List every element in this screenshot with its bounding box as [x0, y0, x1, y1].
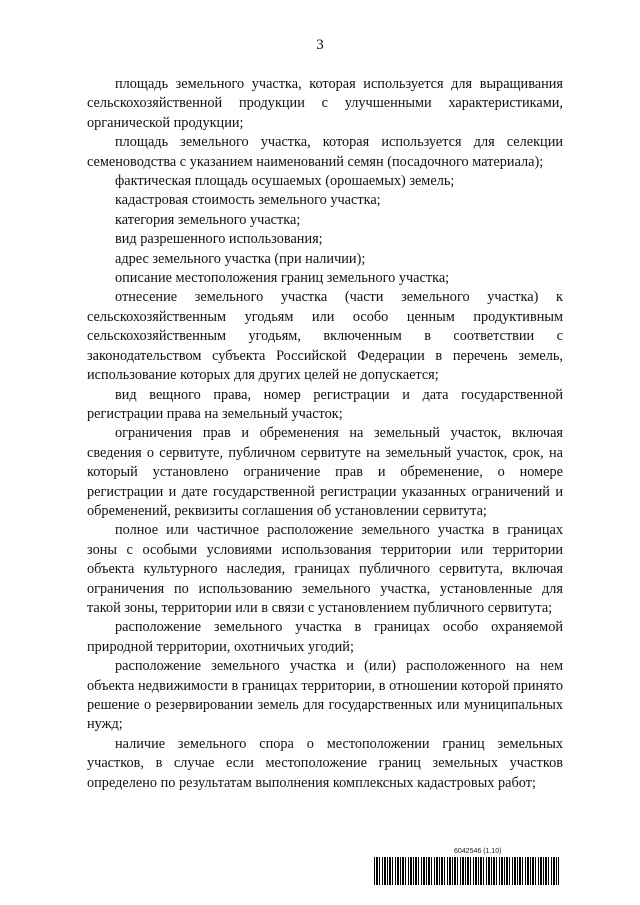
paragraph-7: адрес земельного участка (при наличии); [115, 250, 366, 267]
paragraph-6: вид разрешенного использования; [115, 231, 323, 248]
paragraph-4: кадастровая стоимость земельного участка; [115, 192, 381, 209]
paragraph-1: площадь земельного участка, которая используется для выращивания сельскохозяйственной продукции с улучшенными характеристиками, органической продукции; [87, 76, 563, 131]
paragraph-13: расположение земельного участка в границах особо охраняемой природной территории, охотничьих угодий; [87, 619, 563, 655]
paragraph-2: площадь земельного участка, которая используется для селекции семеноводства с указанием наименований семян (посадочного материала); [87, 134, 563, 170]
barcode-image [374, 857, 559, 885]
paragraph-3: фактическая площадь осушаемых (орошаемых) земель; [115, 173, 455, 190]
paragraph-11: ограничения прав и обременения на земельный участок, включая сведения о сервитуте, публичном сервитуте на земельный участок, срок, на который установлено ограничение прав и обременение, о номере регистрации и дате государственной регистрации указанных ограничений и обременений, реквизиты соглашения об установлении сервитута; [87, 425, 563, 519]
paragraph-14: расположение земельного участка и (или) расположенного на нем объекта недвижимости в границах территории, в отношении которой принято решение о резервировании земель для государственных или муниципальных нужд; [87, 658, 563, 733]
paragraph-12: полное или частичное расположение земельного участка в границах зоны с особыми условиями использования территории или территории объекта культурного наследия, границах публичного сервитута, включая ограничения по использованию земельного участка, установленные для такой зоны, территории или в связи с установлением публичного сервитута; [87, 522, 563, 616]
paragraph-5: категория земельного участка; [115, 211, 301, 228]
document-body [87, 75, 563, 793]
paragraph-8: описание местоположения границ земельного участка; [115, 270, 450, 287]
document-code: 6042546 (1.10) [454, 848, 502, 855]
page-number: 3 [316, 37, 324, 53]
paragraph-9: отнесение земельного участка (части земельного участка) к сельскохозяйственным угодьям или особо ценным продуктивным сельскохозяйственным угодьям, включенным в соответствии с законодательством субъекта Российской Федерации в перечень земель, использование которых для других целей не допускается; [87, 289, 563, 384]
paragraph-15: наличие земельного спора о местоположении границ земельных участков, в случае если местоположение границ земельных участков определено по результатам выполнения комплексных кадастровых работ; [87, 735, 563, 791]
paragraph-10: вид вещного права, номер регистрации и дата государственной регистрации права на земельный участок; [87, 386, 563, 422]
